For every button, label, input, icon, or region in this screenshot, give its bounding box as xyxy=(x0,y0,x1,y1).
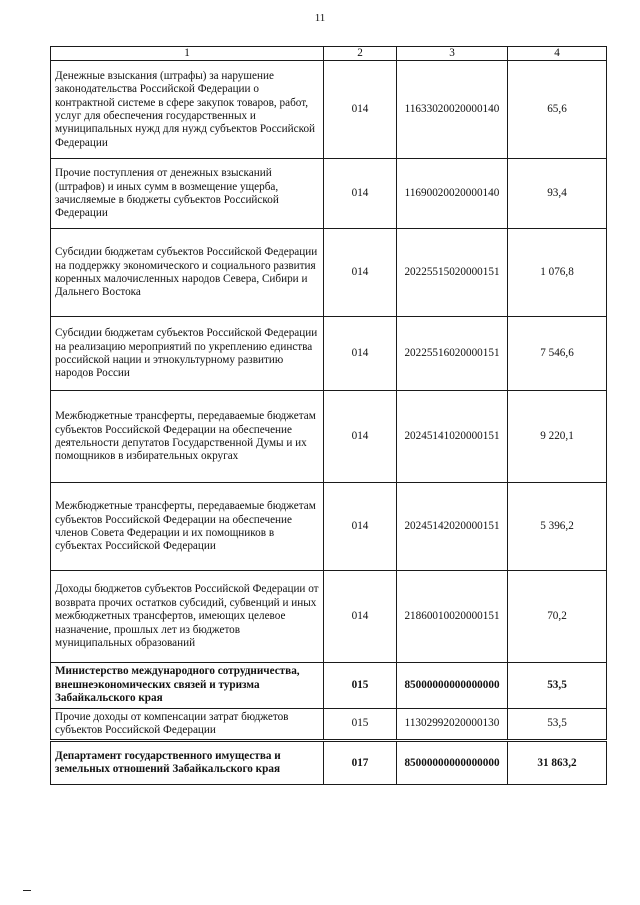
row-name-cell: Субсидии бюджетам субъектов Российской Федерации на реализацию мероприятий по укреплению единства российской нации и этнокультурному развитию народов России xyxy=(51,317,324,391)
row-amount-cell: 5 396,2 xyxy=(508,483,607,571)
table-row xyxy=(51,708,607,741)
table-row xyxy=(51,61,607,159)
header-col-2: 2 xyxy=(324,47,397,61)
row-name-cell: Доходы бюджетов субъектов Российской Федерации от возврата прочих остатков субсидий, субвенций и иных межбюджетных трансфертов, имеющих целевое назначение, прошлых лет из бюджетов муниципальных образований xyxy=(51,571,324,663)
table-row xyxy=(51,741,607,785)
row-admin-code-cell: 015 xyxy=(324,663,397,708)
row-amount-cell: 70,2 xyxy=(508,571,607,663)
header-col-3: 3 xyxy=(397,47,508,61)
row-amount-cell: 93,4 xyxy=(508,159,607,229)
table-header-row xyxy=(51,47,607,61)
header-col-4: 4 xyxy=(508,47,607,61)
page-number: 11 xyxy=(314,12,326,24)
row-name-cell: Прочие доходы от компенсации затрат бюджетов субъектов Российской Федерации xyxy=(51,708,324,741)
row-name-cell: Денежные взыскания (штрафы) за нарушение законодательства Российской Федерации о контрактной системе в сфере закупок товаров, работ, услуг для обеспечения государственных и муниципальных нужд для нужд субъектов Российской Федерации xyxy=(51,61,324,159)
row-budget-code-cell: 85000000000000000 xyxy=(397,741,508,785)
row-name-cell: Департамент государственного имущества и земельных отношений Забайкальского края xyxy=(51,741,324,785)
row-amount-cell: 53,5 xyxy=(508,708,607,741)
row-amount-cell: 1 076,8 xyxy=(508,229,607,317)
row-admin-code-cell: 014 xyxy=(324,391,397,483)
table-row xyxy=(51,391,607,483)
row-amount-cell: 31 863,2 xyxy=(508,741,607,785)
row-budget-code-cell: 11633020020000140 xyxy=(397,61,508,159)
row-amount-cell: 9 220,1 xyxy=(508,391,607,483)
row-name-cell: Министерство международного сотрудничества, внешнеэкономических связей и туризма Забайкальского края xyxy=(51,663,324,708)
table-row xyxy=(51,483,607,571)
row-budget-code-cell: 11690020020000140 xyxy=(397,159,508,229)
header-col-1: 1 xyxy=(51,47,324,61)
table-body xyxy=(51,61,607,785)
row-admin-code-cell: 014 xyxy=(324,483,397,571)
row-amount-cell: 7 546,6 xyxy=(508,317,607,391)
row-budget-code-cell: 85000000000000000 xyxy=(397,663,508,708)
row-name-cell: Субсидии бюджетам субъектов Российской Федерации на поддержку экономического и социального развития коренных малочисленных народов Севера, Сибири и Дальнего Востока xyxy=(51,229,324,317)
table-row xyxy=(51,663,607,708)
row-budget-code-cell: 20225515020000151 xyxy=(397,229,508,317)
row-amount-cell: 65,6 xyxy=(508,61,607,159)
row-admin-code-cell: 015 xyxy=(324,708,397,741)
row-budget-code-cell: 20245141020000151 xyxy=(397,391,508,483)
row-budget-code-cell: 20245142020000151 xyxy=(397,483,508,571)
row-admin-code-cell: 014 xyxy=(324,61,397,159)
row-name-cell: Межбюджетные трансферты, передаваемые бюджетам субъектов Российской Федерации на обеспечение деятельности депутатов Государственной Думы и их помощников в избирательных округах xyxy=(51,391,324,483)
row-admin-code-cell: 014 xyxy=(324,317,397,391)
row-budget-code-cell: 21860010020000151 xyxy=(397,571,508,663)
table-row xyxy=(51,229,607,317)
row-admin-code-cell: 014 xyxy=(324,571,397,663)
row-budget-code-cell: 11302992020000130 xyxy=(397,708,508,741)
row-admin-code-cell: 017 xyxy=(324,741,397,785)
table-row xyxy=(51,159,607,229)
row-name-cell: Прочие поступления от денежных взысканий (штрафов) и иных сумм в возмещение ущерба, зачисляемые в бюджеты субъектов Российской Федерации xyxy=(51,159,324,229)
row-admin-code-cell: 014 xyxy=(324,229,397,317)
revenue-table xyxy=(50,46,607,785)
table-row xyxy=(51,571,607,663)
row-admin-code-cell: 014 xyxy=(324,159,397,229)
row-amount-cell: 53,5 xyxy=(508,663,607,708)
page-mark xyxy=(23,890,31,891)
row-budget-code-cell: 20225516020000151 xyxy=(397,317,508,391)
row-name-cell: Межбюджетные трансферты, передаваемые бюджетам субъектов Российской Федерации на обеспечение членов Совета Федерации и их помощников в субъектах Российской Федерации xyxy=(51,483,324,571)
table-row xyxy=(51,317,607,391)
